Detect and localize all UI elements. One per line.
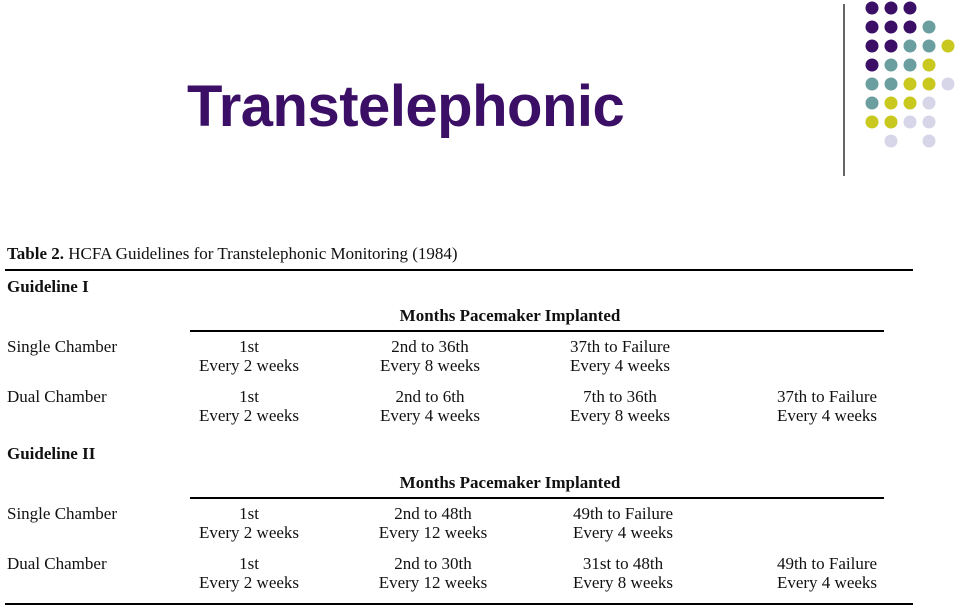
- guideline-1-header: Months Pacemaker Implanted: [399, 306, 621, 325]
- g1-single-cell-3: 37th to Failure Every 4 weeks: [569, 337, 671, 375]
- guideline-2-header-rule: [190, 497, 884, 499]
- dot: [885, 40, 898, 53]
- table-caption: [7, 244, 458, 264]
- g1-single-chamber-label: Single Chamber: [7, 337, 118, 356]
- g2-dual-cell-4: 49th to Failure Every 4 weeks: [776, 554, 878, 592]
- dot: [923, 116, 936, 129]
- dot: [923, 21, 936, 34]
- dot: [866, 97, 879, 110]
- dot: [904, 97, 917, 110]
- dot: [885, 2, 898, 15]
- dot: [904, 21, 917, 34]
- dot: [923, 78, 936, 91]
- g1-single-cell-2: 2nd to 36th Every 8 weeks: [379, 337, 481, 375]
- dot: [885, 97, 898, 110]
- g2-dual-cell-1: 1st Every 2 weeks: [198, 554, 300, 592]
- g1-dual-cell-4: 37th to Failure Every 4 weeks: [776, 387, 878, 425]
- guideline-2-header: Months Pacemaker Implanted: [399, 473, 621, 492]
- dot: [904, 116, 917, 129]
- title-divider-line: [843, 4, 845, 176]
- dot: [866, 21, 879, 34]
- guideline-1-label: Guideline I: [7, 277, 89, 296]
- dot: [866, 59, 879, 72]
- dot: [904, 2, 917, 15]
- g2-dual-cell-3: 31st to 48th Every 8 weeks: [572, 554, 674, 592]
- dot: [885, 135, 898, 148]
- g1-dual-cell-1: 1st Every 2 weeks: [198, 387, 300, 425]
- guideline-2-label: Guideline II: [7, 444, 96, 463]
- dot: [866, 116, 879, 129]
- dot: [923, 59, 936, 72]
- dot: [942, 78, 955, 91]
- dot: [923, 40, 936, 53]
- g2-single-cell-3: 49th to Failure Every 4 weeks: [572, 504, 674, 542]
- g2-single-cell-1: 1st Every 2 weeks: [198, 504, 300, 542]
- caption-label: Table 2.: [7, 244, 65, 263]
- g1-dual-chamber-label: Dual Chamber: [7, 387, 107, 406]
- dot: [923, 97, 936, 110]
- dot: [904, 59, 917, 72]
- caption-text: HCFA Guidelines for Transtelephonic Monitoring (1984): [68, 244, 458, 263]
- slide-title: Transtelephonic: [187, 74, 625, 139]
- dot: [866, 2, 879, 15]
- guideline-1-header-rule: [190, 330, 884, 332]
- g2-single-cell-2: 2nd to 48th Every 12 weeks: [378, 504, 488, 542]
- g1-dual-cell-2: 2nd to 6th Every 4 weeks: [379, 387, 481, 425]
- dot: [885, 21, 898, 34]
- g2-single-chamber-label: Single Chamber: [7, 504, 118, 523]
- dot: [866, 40, 879, 53]
- table-bottom-rule: [5, 603, 913, 605]
- dot: [885, 59, 898, 72]
- dot: [923, 135, 936, 148]
- table-top-rule: [5, 269, 913, 271]
- dot: [866, 78, 879, 91]
- g1-dual-cell-3: 7th to 36th Every 8 weeks: [569, 387, 671, 425]
- g2-dual-cell-2: 2nd to 30th Every 12 weeks: [378, 554, 488, 592]
- dot: [904, 78, 917, 91]
- dot: [885, 116, 898, 129]
- dot: [942, 40, 955, 53]
- g2-dual-chamber-label: Dual Chamber: [7, 554, 107, 573]
- g1-single-cell-1: 1st Every 2 weeks: [198, 337, 300, 375]
- dot: [885, 78, 898, 91]
- dot: [904, 40, 917, 53]
